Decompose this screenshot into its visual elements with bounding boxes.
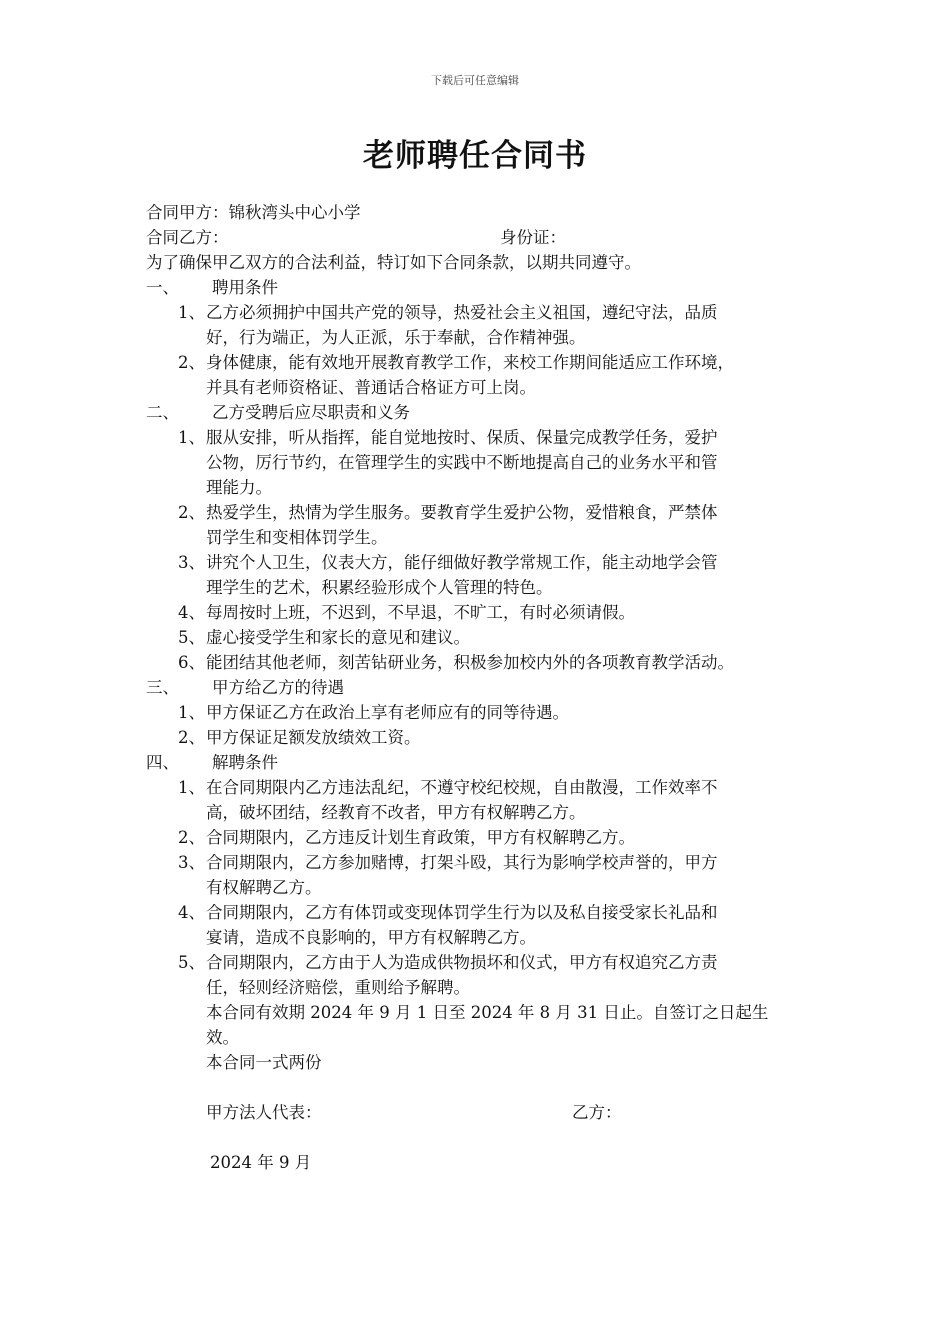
document-title: 老师聘任合同书	[363, 138, 587, 174]
validity-clause	[146, 1000, 826, 1075]
party-b-label: 合同乙方：	[146, 228, 229, 247]
clause-text	[206, 650, 826, 675]
clause-text	[206, 625, 826, 650]
signature-row	[146, 1100, 826, 1125]
clause-text	[206, 600, 826, 625]
clause-line: 公物，厉行节约，在管理学生的实践中不断地提高自己的业务水平和管	[206, 453, 718, 472]
contract-body	[146, 200, 826, 1175]
preamble: 为了确保甲乙双方的合法利益，特订如下合同条款，以期共同遵守。	[146, 253, 641, 272]
clause-item	[146, 650, 826, 675]
section-heading	[146, 750, 826, 775]
section-heading	[146, 275, 826, 300]
clause-line: 并具有老师资格证、普通话合格证方可上岗。	[206, 378, 536, 397]
clause-number: 1、	[178, 428, 205, 447]
clause-line: 能团结其他老师，刻苦钻研业务，积极参加校内外的各项教育教学活动。	[206, 653, 734, 672]
clause-text	[206, 700, 826, 725]
validity-line: 效。	[206, 1028, 239, 1047]
clause-number: 4、	[178, 903, 205, 922]
clause-text	[206, 775, 826, 825]
clause-item	[146, 775, 826, 825]
clause-number: 3、	[178, 853, 205, 872]
clause-number: 5、	[178, 628, 205, 647]
party-b-row	[146, 225, 826, 250]
section-number: 三、	[146, 678, 179, 697]
clause-line: 有权解聘乙方。	[206, 878, 322, 897]
section-title: 解聘条件	[212, 753, 278, 772]
clause-item	[146, 300, 826, 350]
id-card-label: 身份证：	[500, 228, 566, 247]
clause-item	[146, 425, 826, 500]
clause-text	[206, 950, 826, 1000]
section-heading	[146, 675, 826, 700]
clause-line: 好，行为端正，为人正派，乐于奉献，合作精神强。	[206, 328, 586, 347]
clause-line: 宴请，造成不良影响的，甲方有权解聘乙方。	[206, 928, 536, 947]
clause-number: 6、	[178, 653, 205, 672]
clause-line: 在合同期限内乙方违法乱纪，不遵守校纪校规，自由散漫，工作效率不	[206, 778, 718, 797]
clause-number: 2、	[178, 828, 205, 847]
clause-line: 身体健康，能有效地开展教育教学工作，来校工作期间能适应工作环境，	[206, 353, 734, 372]
clause-item	[146, 900, 826, 950]
clause-line: 合同期限内，乙方由于人为造成供物损坏和仪式，甲方有权追究乙方责	[206, 953, 718, 972]
clause-item	[146, 825, 826, 850]
copies-line: 本合同一式两份	[206, 1053, 322, 1072]
clause-text	[206, 350, 826, 400]
clause-text	[206, 900, 826, 950]
clause-line: 甲方保证乙方在政治上享有老师应有的同等待遇。	[206, 703, 569, 722]
clause-line: 合同期限内，乙方有体罚或变现体罚学生行为以及私自接受家长礼品和	[206, 903, 718, 922]
clause-item	[146, 950, 826, 1000]
clause-text	[206, 825, 826, 850]
clause-number: 4、	[178, 603, 205, 622]
section-number: 一、	[146, 278, 179, 297]
section-number: 二、	[146, 403, 179, 422]
clause-line: 乙方必须拥护中国共产党的领导，热爱社会主义祖国，遵纪守法，品质	[206, 303, 718, 322]
clause-line: 任，轻则经济赔偿，重则给予解聘。	[206, 978, 470, 997]
clause-line: 理学生的艺术，积累经验形成个人管理的特色。	[206, 578, 553, 597]
party-b-signature-label: 乙方：	[572, 1103, 622, 1122]
clause-line: 每周按时上班，不迟到，不早退，不旷工，有时必须请假。	[206, 603, 635, 622]
clause-line: 理能力。	[206, 478, 272, 497]
section-title: 甲方给乙方的待遇	[212, 678, 344, 697]
clause-number: 1、	[178, 778, 205, 797]
clause-item	[146, 850, 826, 900]
clause-item	[146, 625, 826, 650]
section-number: 四、	[146, 753, 179, 772]
clause-line: 合同期限内，乙方参加赌博，打架斗殴，其行为影响学校声誉的，甲方	[206, 853, 718, 872]
clause-item	[146, 725, 826, 750]
clause-number: 1、	[178, 703, 205, 722]
clause-text	[206, 425, 826, 500]
clause-line: 罚学生和变相体罚学生。	[206, 528, 388, 547]
clause-text	[206, 550, 826, 600]
clause-item	[146, 350, 826, 400]
clause-number: 2、	[178, 728, 205, 747]
section-heading	[146, 400, 826, 425]
clause-line: 合同期限内，乙方违反计划生育政策，甲方有权解聘乙方。	[206, 828, 635, 847]
contract-sections	[146, 275, 826, 1000]
clause-item	[146, 550, 826, 600]
clause-item	[146, 600, 826, 625]
clause-number: 2、	[178, 353, 205, 372]
header-note: 下载后可任意编辑	[431, 74, 519, 87]
clause-line: 讲究个人卫生，仪表大方，能仔细做好教学常规工作，能主动地学会管	[206, 553, 718, 572]
party-a-line: 合同甲方：锦秋湾头中心小学	[146, 203, 361, 222]
clause-text	[206, 725, 826, 750]
party-a-signature-label: 甲方法人代表：	[206, 1103, 322, 1122]
clause-line: 甲方保证足额发放绩效工资。	[206, 728, 421, 747]
clause-number: 5、	[178, 953, 205, 972]
section-title: 聘用条件	[212, 278, 278, 297]
clause-number: 1、	[178, 303, 205, 322]
clause-line: 热爱学生，热情为学生服务。要教育学生爱护公物，爱惜粮食，严禁体	[206, 503, 718, 522]
section-title: 乙方受聘后应尽职责和义务	[212, 403, 410, 422]
clause-text	[206, 500, 826, 550]
clause-text	[206, 850, 826, 900]
clause-line: 高，破坏团结，经教育不改者，甲方有权解聘乙方。	[206, 803, 586, 822]
clause-item	[146, 700, 826, 725]
clause-text	[206, 300, 826, 350]
signing-date: 2024 年 9 月	[210, 1153, 312, 1172]
clause-line: 服从安排，听从指挥，能自觉地按时、保质、保量完成教学任务，爱护	[206, 428, 718, 447]
clause-item	[146, 500, 826, 550]
clause-number: 2、	[178, 503, 205, 522]
validity-line: 本合同有效期 2024 年 9 月 1 日至 2024 年 8 月 31 日止。自签订之日起生	[206, 1003, 769, 1022]
clause-number: 3、	[178, 553, 205, 572]
clause-line: 虚心接受学生和家长的意见和建议。	[206, 628, 470, 647]
